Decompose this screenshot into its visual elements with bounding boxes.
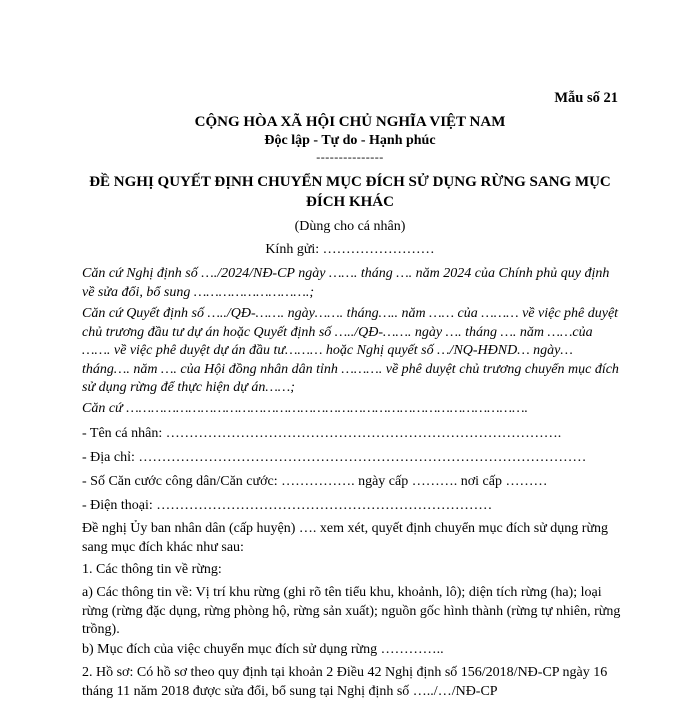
field-name: - Tên cá nhân: …………………………………………………………………………. [82,426,562,441]
document-subtitle: (Dùng cho cá nhân) [294,219,406,234]
field-id-card: - Số Căn cước công dân/Căn cước: ……………. ngày cấp ………. nơi cấp ……… [82,474,548,489]
basis-decree: Căn cứ Nghị định số …./2024/NĐ-CP ngày ……. tháng …. năm 2024 của Chính phủ quy định về sửa đổi, bổ sung ……………………….; [82,266,610,300]
section-2: 2. Hồ sơ: Có hồ sơ theo quy định tại khoản 2 Điều 42 Nghị định số 156/2018/NĐ-CP ngày 16 tháng 11 năm 2018 được sửa đổi, bổ sung tại Nghị định số …../…/NĐ-CP [82,665,608,699]
request-paragraph: Đề nghị Ủy ban nhân dân (cấp huyện) …. xem xét, quyết định chuyển mục đích sử dụng rừng sang mục đích khác như sau: [82,521,609,555]
recipient-line: Kính gửi: …………………… [265,242,435,257]
section-1a: a) Các thông tin về: Vị trí khu rừng (ghi rõ tên tiểu khu, khoảnh, lô); diện tích rừng (ha); loại rừng (rừng đặc dụng, rừng phòng hộ, rừng sản xuất); nguồn gốc hình thành (rừng tự nhiên, rừng trồng). [82,585,621,637]
header-rule: --------------- [316,150,384,164]
section-1-heading: 1. Các thông tin về rừng: [82,562,222,577]
national-motto: Độc lập - Tự do - Hạnh phúc [264,133,436,148]
national-title: CỘNG HÒA XÃ HỘI CHỦ NGHĨA VIỆT NAM [194,114,506,130]
field-phone: - Điện thoại: ……………………………………………………………… [82,498,493,513]
section-1b: b) Mục đích của việc chuyển mục đích sử dụng rừng ………….. [82,642,444,657]
field-address: - Địa chỉ: …………………………………………………………………………………… [82,450,587,465]
form-number: Mẫu số 21 [554,90,618,106]
document-title: ĐỀ NGHỊ QUYẾT ĐỊNH CHUYỂN MỤC ĐÍCH SỬ DỤNG RỪNG SANG MỤC ĐÍCH KHÁC [89,174,611,210]
basis-other: Căn cứ ……………………………………………………………………………………. [82,401,529,416]
basis-decision: Căn cứ Quyết định số …../QĐ-……. ngày……. tháng….. năm …… của ……… về việc phê duyệt chủ trương đầu tư dự án hoặc Quyết định số …../QĐ-……. ngày …. tháng …. năm ……của ……. về việc phê duyệt dự án đầu tư……… hoặc Nghị quyết số …/NQ-HĐND… ngày… tháng…. năm …. của Hội đồng nhân dân tỉnh ………. về phê duyệt chủ trương chuyển mục đích sử dụng rừng để thực hiện dự án……; [82,306,619,395]
